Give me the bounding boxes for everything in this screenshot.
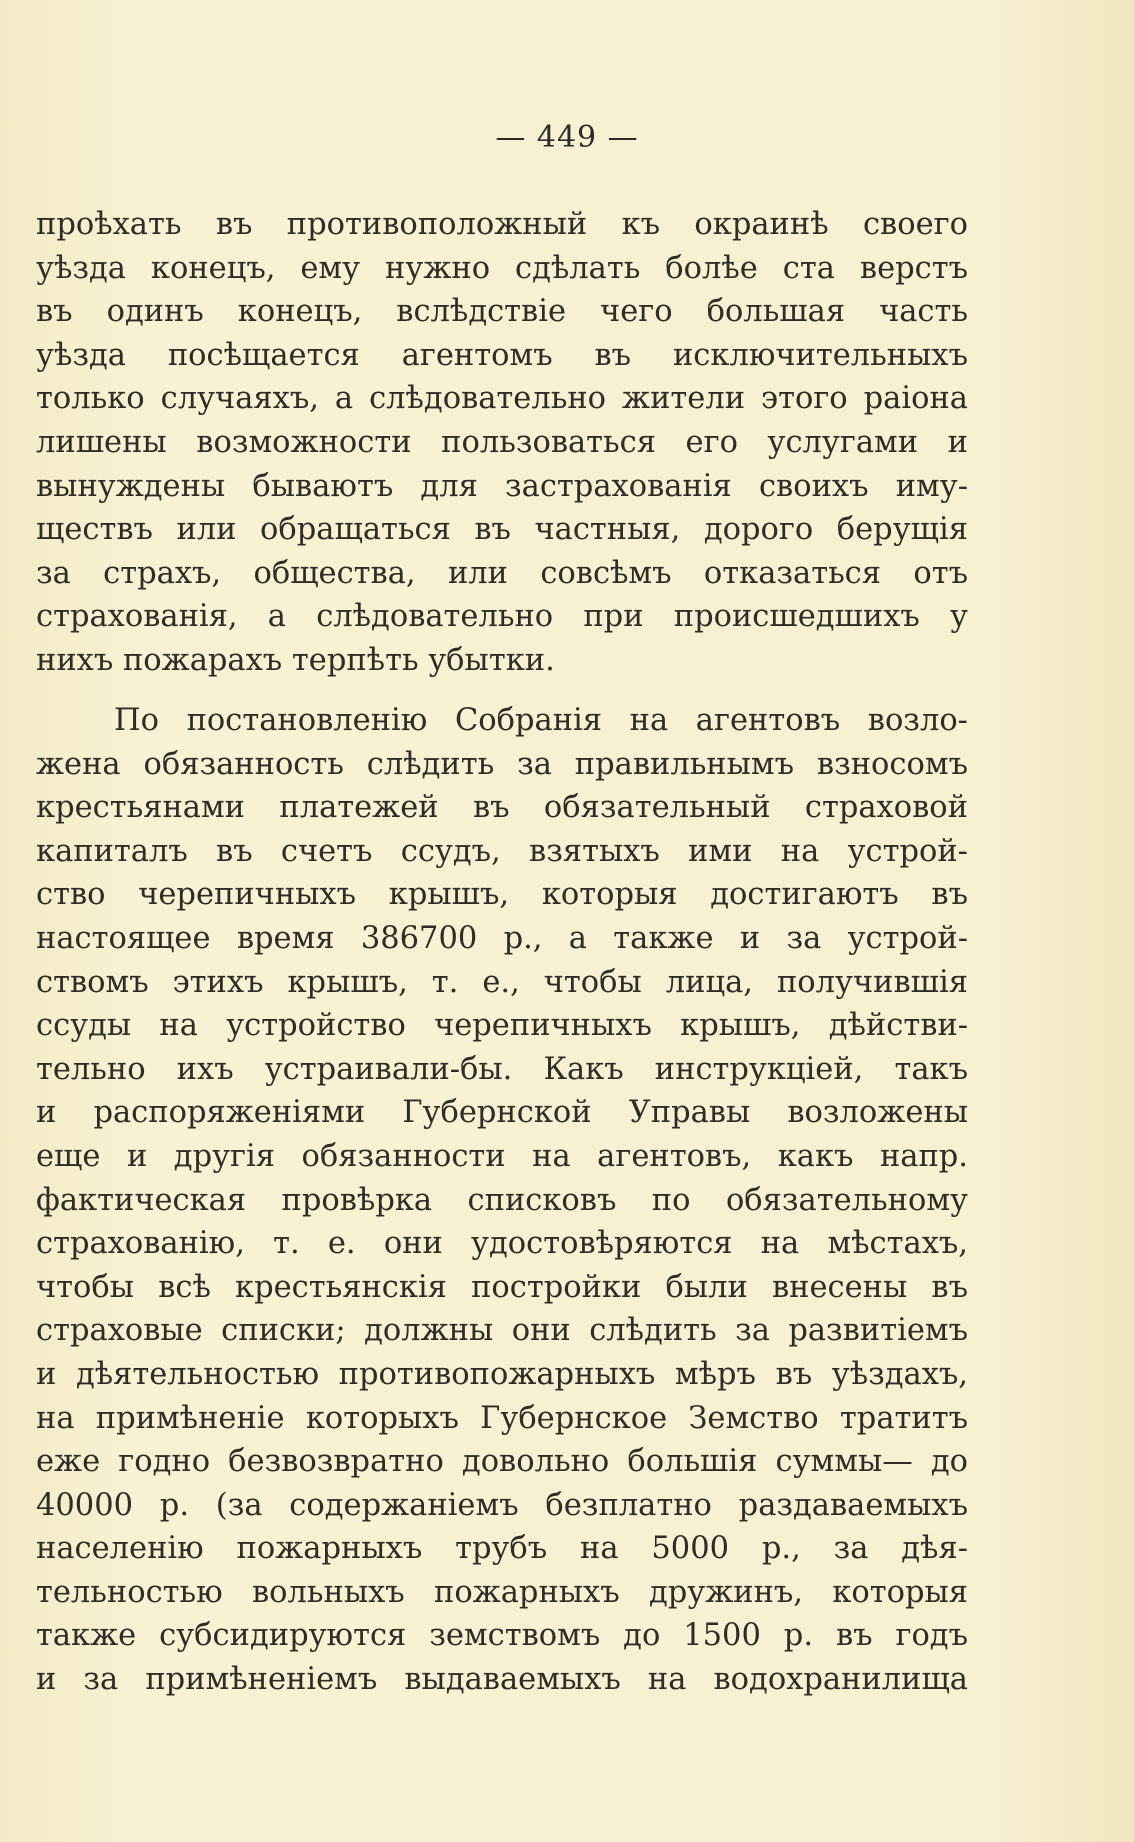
text-line: ствомъ этихъ крышъ, т. е., чтобы лица, получившія bbox=[36, 964, 968, 1000]
text-line: страхованія, а слѣдовательно при происшедшихъ у bbox=[36, 599, 968, 635]
text-line: уѣзда посѣщается агентомъ въ исключительныхъ bbox=[36, 337, 968, 373]
text-line: ство черепичныхъ крышъ, которыя достигаютъ въ bbox=[36, 877, 968, 913]
text-line: и за примѣненіемъ выдаваемыхъ на водохранилища bbox=[36, 1662, 968, 1698]
text-line: ссуды на устройство черепичныхъ крышъ, дѣйстви- bbox=[36, 1008, 968, 1044]
text-line: и дѣятельностью противопожарныхъ мѣръ въ уѣздахъ, bbox=[36, 1356, 968, 1392]
paragraph-1 bbox=[36, 203, 968, 683]
text-line: только случаяхъ, а слѣдовательно жители этого раіона bbox=[36, 381, 968, 417]
text-line: проѣхать въ противоположный къ окраинѣ своего bbox=[36, 207, 968, 242]
text-line: и распоряженіями Губернской Управы возложены bbox=[36, 1095, 968, 1131]
text-line: крестьянами платежей въ обязательный страховой bbox=[36, 790, 968, 826]
text-line-first: По постановленію Собранія на агентовъ возло- bbox=[114, 703, 968, 738]
text-line: вынуждены бываютъ для застрахованія своихъ иму- bbox=[36, 468, 968, 504]
text-line: на примѣненіе которыхъ Губернское Земство тратитъ bbox=[36, 1400, 968, 1436]
text-line: еже годно безвозвратно довольно большія суммы— до bbox=[36, 1444, 968, 1480]
text-line: уѣзда конецъ, ему нужно сдѣлать болѣе ста верстъ bbox=[36, 250, 968, 286]
text-line: за страхъ, общества, или совсѣмъ отказаться отъ bbox=[36, 555, 968, 591]
text-line: чтобы всѣ крестьянскія постройки были внесены въ bbox=[36, 1269, 968, 1305]
text-line: лишены возможности пользоваться его услугами и bbox=[36, 424, 968, 460]
text-line: страхованію, т. е. они удостовѣряются на мѣстахъ, bbox=[36, 1226, 968, 1262]
text-line: фактическая провѣрка списковъ по обязательному bbox=[36, 1182, 968, 1218]
text-line: ществъ или обращаться въ частныя, дорого берущія bbox=[36, 512, 968, 548]
text-line: также субсидируются земствомъ до 1500 р. въ годъ bbox=[36, 1618, 968, 1654]
text-line: населенію пожарныхъ трубъ на 5000 р., за дѣя- bbox=[36, 1531, 968, 1567]
text-line: капиталъ въ счетъ ссудъ, взятыхъ ими на устрой- bbox=[36, 833, 968, 869]
text-line: еще и другія обязанности на агентовъ, какъ напр. bbox=[36, 1138, 968, 1174]
text-line: тельно ихъ устраивали-бы. Какъ инструкціей, такъ bbox=[36, 1051, 968, 1087]
text-line: тельностью вольныхъ пожарныхъ дружинъ, которыя bbox=[36, 1574, 968, 1610]
paragraph-2 bbox=[36, 699, 968, 1702]
text-line: жена обязанность слѣдить за правильнымъ взносомъ bbox=[36, 746, 968, 782]
text-line-last: нихъ пожарахъ терпѣть убытки. bbox=[36, 642, 555, 678]
text-line: 40000 р. (за содержаніемъ безплатно раздаваемыхъ bbox=[36, 1487, 968, 1523]
text-line: страховые списки; должны они слѣдить за развитіемъ bbox=[36, 1313, 968, 1349]
text-line: настоящее время 386700 р., а также и за устрой- bbox=[36, 920, 968, 956]
page-number: — 449 — bbox=[495, 120, 639, 155]
text-line: въ одинъ конецъ, вслѣдствіе чего большая часть bbox=[36, 294, 968, 330]
